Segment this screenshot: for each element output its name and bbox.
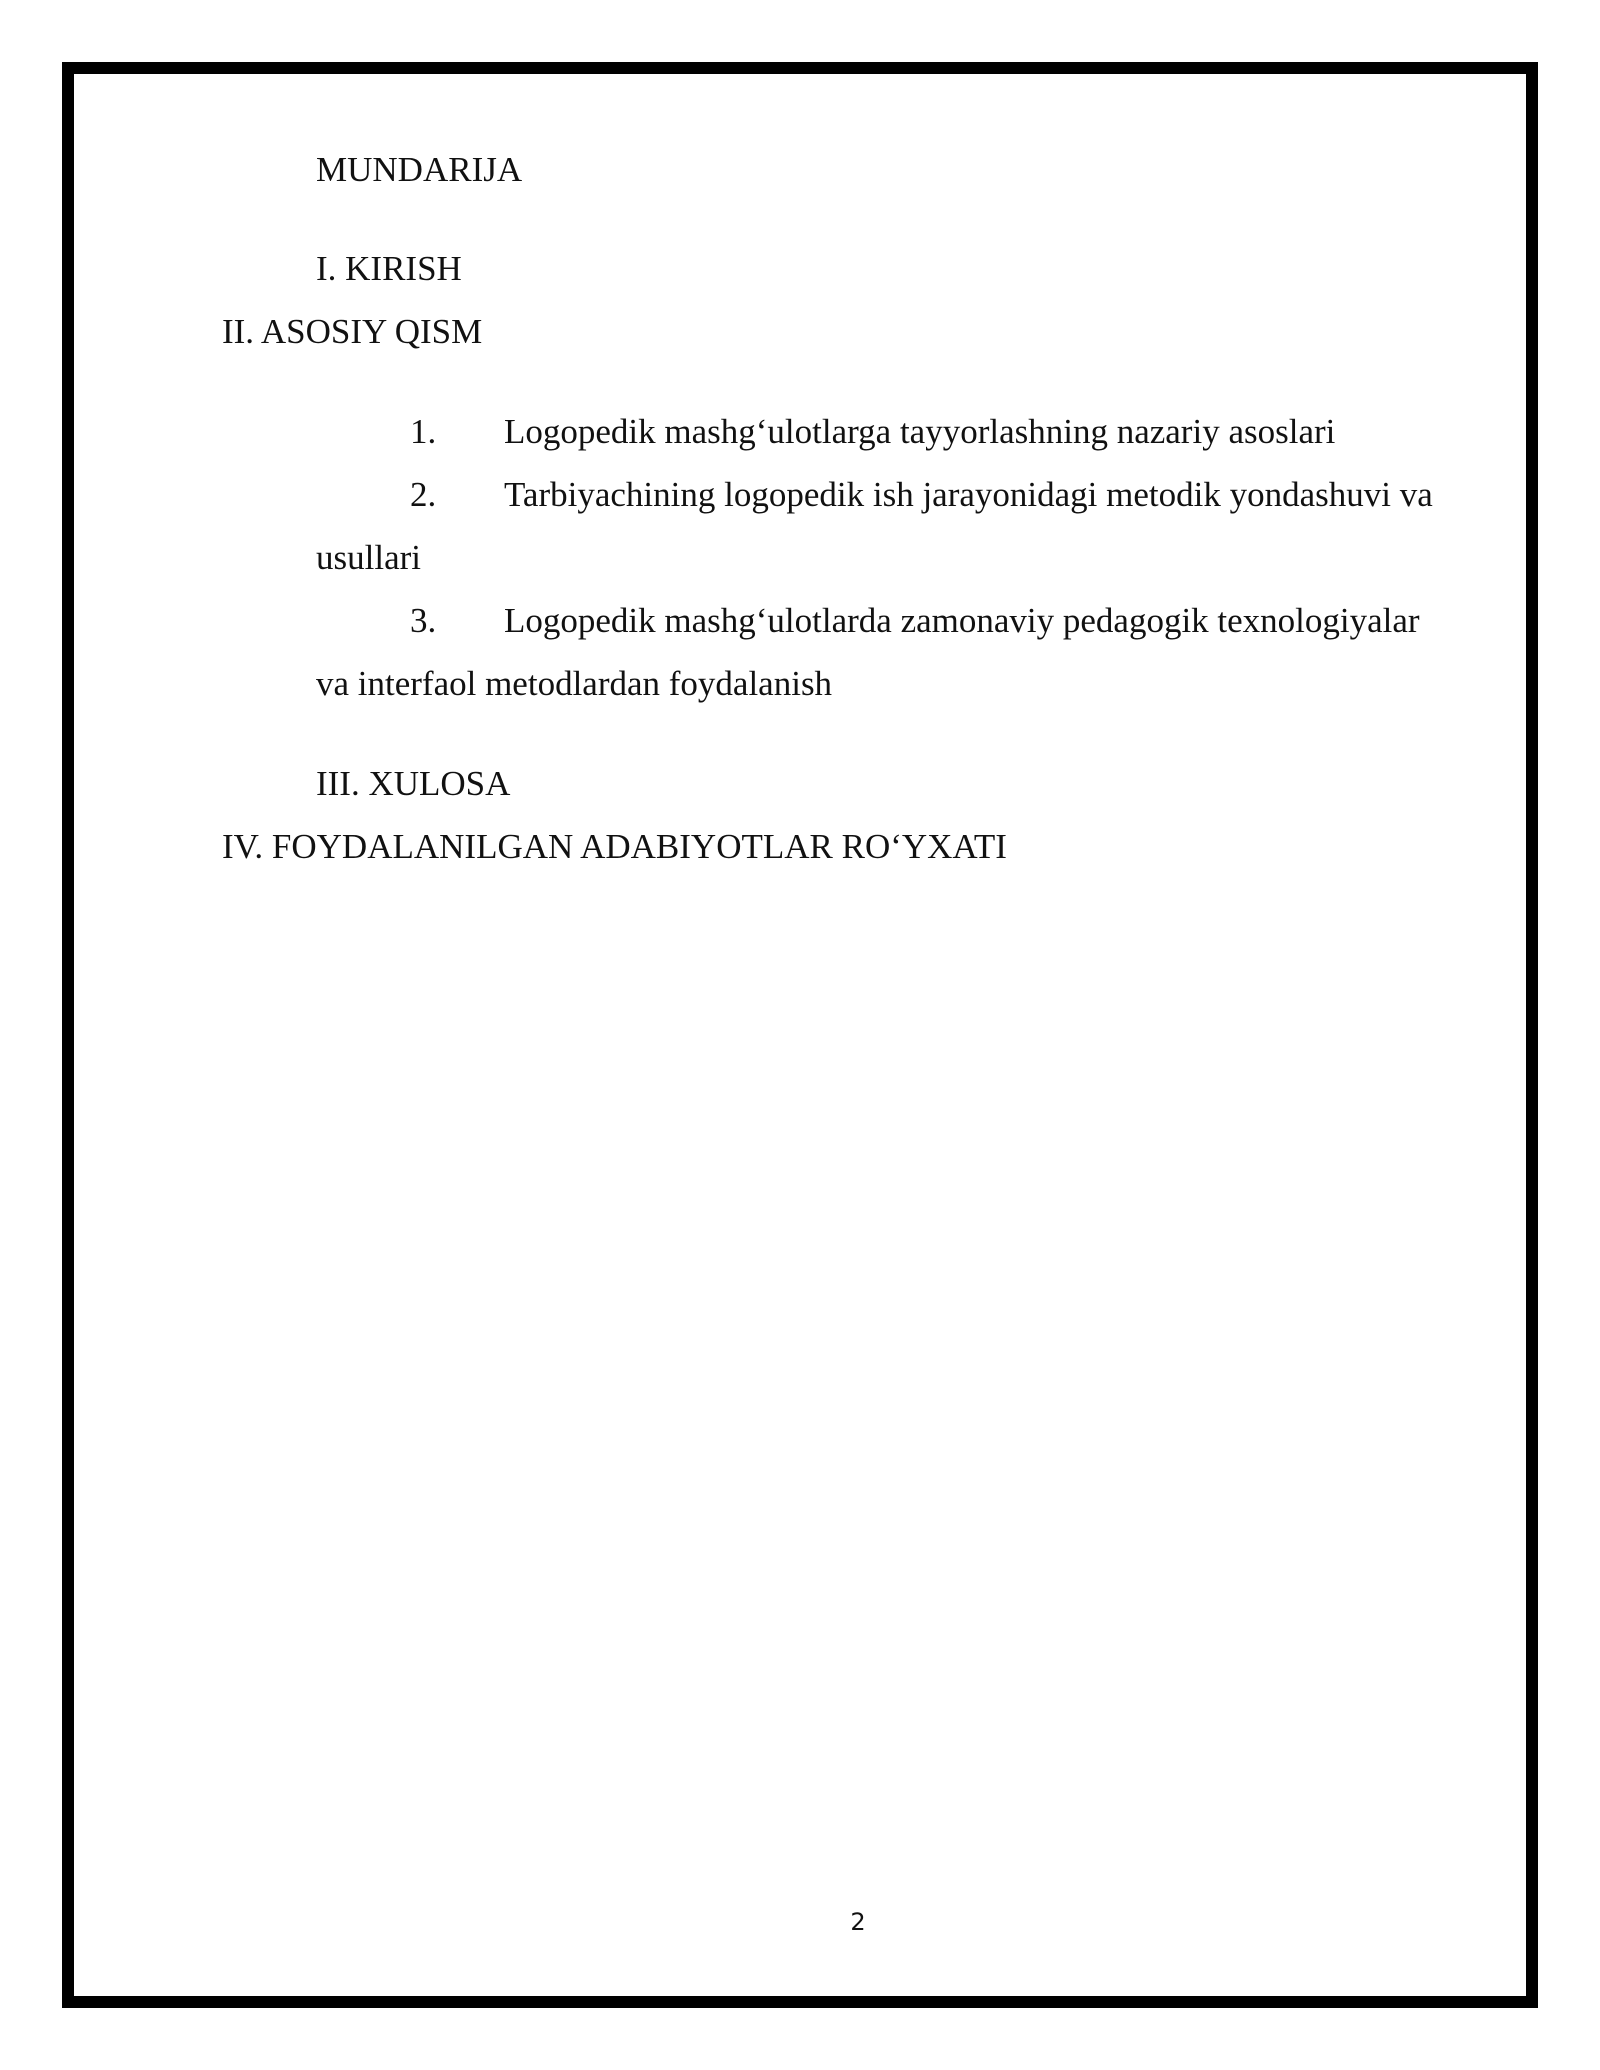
toc-subsection-2-number: 2. <box>410 475 437 514</box>
toc-subsection-1-title: Logopedik mashg‘ulotlarga tayyorlashning nazariy asoslari <box>504 412 1336 451</box>
toc-section-kirish: I. KIRISH <box>316 249 462 288</box>
toc-subsection-1-number: 1. <box>410 412 437 451</box>
toc-subsection-3-title: Logopedik mashg‘ulotlarda zamonaviy pedagogik texnologiyalar <box>504 601 1420 640</box>
toc-subsection-3-number: 3. <box>410 601 437 640</box>
toc-subsection-2-title: Tarbiyachining logopedik ish jarayonidagi metodik yondashuvi va <box>504 475 1433 514</box>
toc-section-xulosa: III. XULOSA <box>316 764 511 803</box>
page-border <box>62 62 1538 2008</box>
toc-subsection-3-title-continued: va interfaol metodlardan foydalanish <box>316 664 833 703</box>
page-number: 2 <box>850 1908 866 1936</box>
toc-section-asosiy-qism: II. ASOSIY QISM <box>222 312 483 351</box>
toc-heading: MUNDARIJA <box>316 150 523 189</box>
toc-section-adabiyotlar: IV. FOYDALANILGAN ADABIYOTLAR RO‘YXATI <box>222 827 1007 866</box>
toc-subsection-2-title-continued: usullari <box>316 538 421 577</box>
